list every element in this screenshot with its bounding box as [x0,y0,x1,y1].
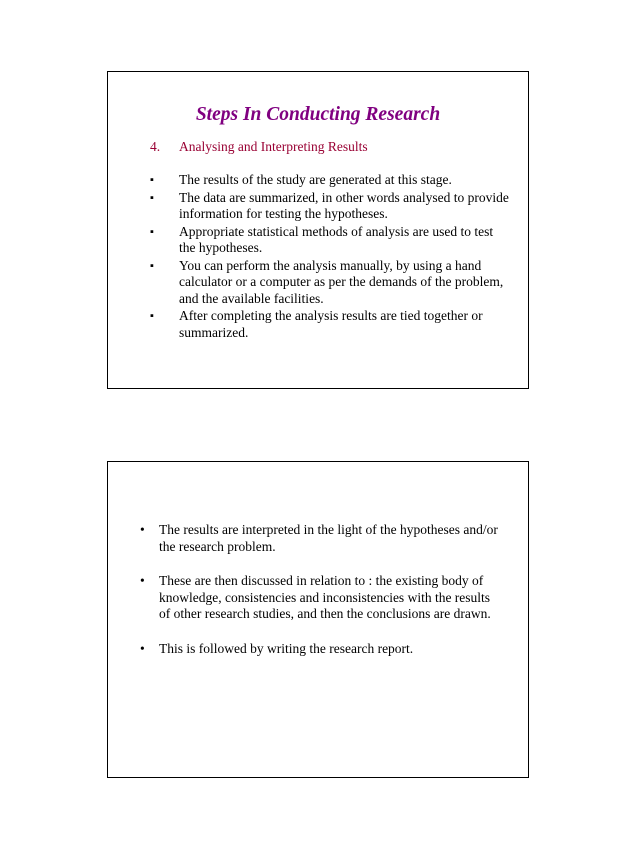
square-bullet-icon: ▪ [150,174,154,186]
bullet-list [138,522,498,675]
section-heading [150,139,368,155]
list-item-text: Appropriate statistical methods of analysis are used to test the hypotheses. [179,223,494,255]
square-bullet-icon: ▪ [150,225,154,238]
list-item-text: After completing the analysis results are tied together or summarized. [179,308,483,340]
section-title: Analysing and Interpreting Results [179,139,368,154]
list-item [138,641,498,658]
section-number: 4. [150,139,161,154]
round-bullet-icon: • [140,522,145,537]
list-item [150,258,510,308]
slide-title: Steps In Conducting Research [195,104,441,125]
slide-2 [107,461,529,778]
bullet-list [150,172,510,342]
list-item [150,308,510,341]
list-item-text: The results of the study are generated at this stage. [179,172,452,187]
list-item [150,172,510,189]
list-item [138,522,498,555]
list-item-text: These are then discussed in relation to : the existing body of knowledge, consistencies and inconsistencies with the results of other research studies, and then the conclusions are drawn. [159,573,491,621]
square-bullet-icon: ▪ [150,259,154,272]
list-item-text: The data are summarized, in other words analysed to provide information for testing the hypotheses. [179,189,509,221]
list-item-text: The results are interpreted in the light of the hypotheses and/or the research problem. [159,522,498,554]
list-item [138,573,498,623]
list-item-text: This is followed by writing the research report. [159,640,414,656]
round-bullet-icon: • [140,640,145,656]
round-bullet-icon: • [140,573,145,588]
list-item [150,224,510,257]
list-item-text: You can perform the analysis manually, by using a hand calculator or a computer as per the demands of the problem, and the available facilities. [179,257,504,306]
square-bullet-icon: ▪ [150,191,154,204]
list-item [150,190,510,223]
slide-1 [107,71,529,389]
square-bullet-icon: ▪ [150,310,154,322]
